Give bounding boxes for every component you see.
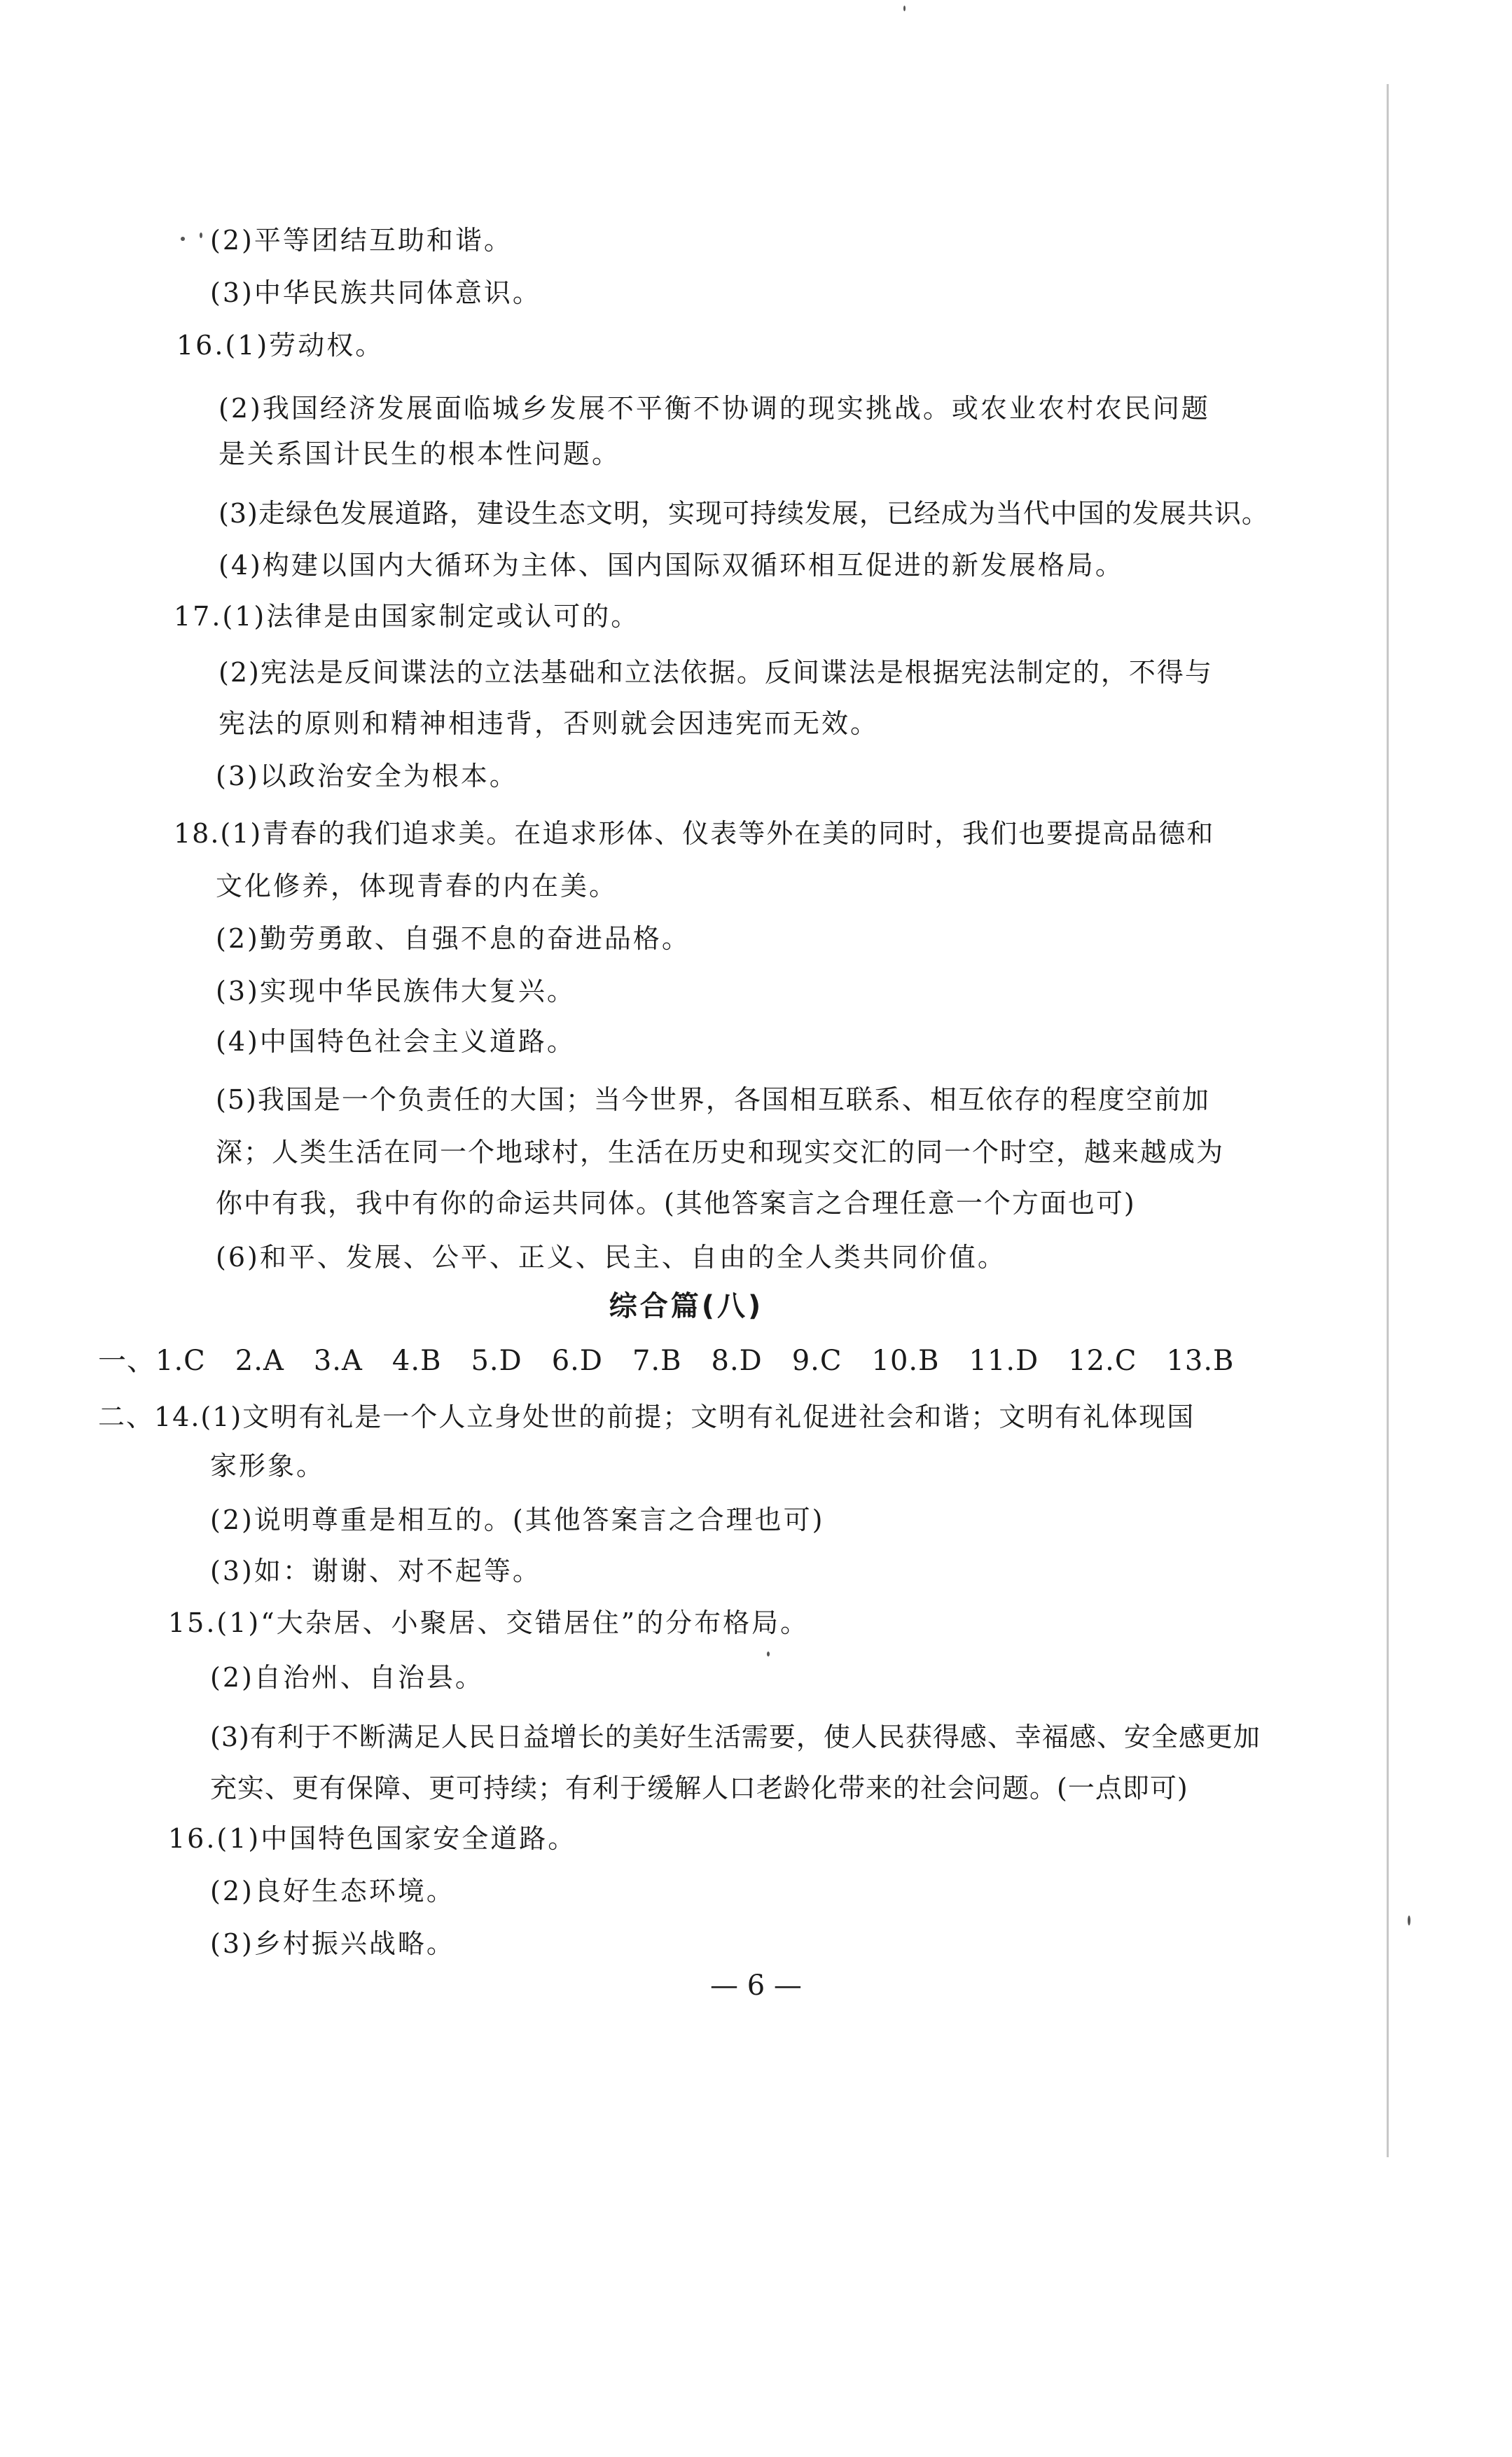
answer-line: 家形象。 <box>210 1451 326 1481</box>
scan-speck <box>181 237 185 241</box>
answer-line: (2)宪法是反间谍法的立法基础和立法依据。反间谍法是根据宪法制定的，不得与 <box>219 657 1213 688</box>
answer-line: (3)乡村振兴战略。 <box>210 1928 455 1959</box>
page-number: — 6 — <box>710 1970 802 2002</box>
answer-line: (2)说明尊重是相互的。(其他答案言之合理也可) <box>210 1504 825 1535</box>
section-title: 综合篇(八) <box>609 1290 764 1322</box>
answer-line: (2)勤劳勇敢、自强不息的奋进品格。 <box>216 923 691 954</box>
mcq-answer: 8.D <box>711 1345 763 1377</box>
answer-line: 17.(1)法律是由国家制定或认可的。 <box>174 601 640 632</box>
answer-line: 是关系国计民生的根本性问题。 <box>219 438 621 469</box>
scan-edge-line <box>1387 84 1389 2157</box>
mcq-answer: 1.C <box>155 1345 206 1377</box>
mcq-answer: 12.C <box>1068 1345 1137 1377</box>
answer-line: (2)自治州、自治县。 <box>210 1662 484 1693</box>
mcq-answer-row <box>98 1343 1263 1378</box>
answer-line: 18.(1)青春的我们追求美。在追求形体、仪表等外在美的同时，我们也要提高品德和 <box>174 818 1215 849</box>
scan-speck <box>1408 1916 1410 1925</box>
mcq-answer: 4.B <box>391 1345 442 1377</box>
mcq-answer: 3.A <box>313 1345 363 1377</box>
scan-speck <box>903 6 906 11</box>
answer-line: 15.(1)“大杂居、小聚居、交错居住”的分布格局。 <box>168 1607 810 1638</box>
answer-line: (2)平等团结互助和谐。 <box>210 225 513 256</box>
answer-line: (6)和平、发展、公平、正义、民主、自由的全人类共同价值。 <box>216 1242 1006 1273</box>
answer-line: (3)有利于不断满足人民日益增长的美好生活需要，使人民获得感、幸福感、安全感更加 <box>210 1722 1261 1752</box>
mcq-answer: 5.D <box>471 1345 522 1377</box>
answer-line: (2)我国经济发展面临城乡发展不平衡不协调的现实挑战。或农业农村农民问题 <box>219 393 1210 424</box>
answer-line: (3)实现中华民族伟大复兴。 <box>216 976 576 1006</box>
answer-line: (5)我国是一个负责任的大国；当今世界，各国相互联系、相互依存的程度空前加 <box>216 1084 1210 1115</box>
mcq-answer: 13.B <box>1166 1345 1235 1377</box>
mcq-answer: 7.B <box>632 1345 682 1377</box>
answer-line: 你中有我，我中有你的命运共同体。(其他答案言之合理任意一个方面也可) <box>216 1188 1136 1219</box>
answer-line: 16.(1)中国特色国家安全道路。 <box>168 1823 577 1854</box>
answer-line: (3)中华民族共同体意识。 <box>210 277 541 308</box>
scan-speck <box>200 233 202 238</box>
answer-line: (2)良好生态环境。 <box>210 1876 455 1906</box>
mcq-answer: 10.B <box>871 1345 940 1377</box>
scan-speck <box>767 1652 770 1656</box>
answer-line: 16.(1)劳动权。 <box>176 330 384 361</box>
mcq-prefix: 一、 <box>98 1345 155 1377</box>
mcq-answer: 6.D <box>551 1345 603 1377</box>
answer-line: 二、14.(1)文明有礼是一个人立身处世的前提；文明有礼促进社会和谐；文明有礼体现国 <box>98 1401 1195 1432</box>
mcq-answer: 11.D <box>969 1345 1039 1377</box>
answer-line: (4)构建以国内大循环为主体、国内国际双循环相互促进的新发展格局。 <box>219 550 1124 581</box>
mcq-answer: 9.C <box>791 1345 842 1377</box>
answer-line: 宪法的原则和精神相违背，否则就会因违宪而无效。 <box>219 708 880 739</box>
mcq-answer: 2.A <box>235 1345 284 1377</box>
answer-line: (3)以政治安全为根本。 <box>216 761 518 791</box>
answer-line: (4)中国特色社会主义道路。 <box>216 1026 576 1057</box>
answer-line: (3)如：谢谢、对不起等。 <box>210 1556 541 1586</box>
answer-line: (3)走绿色发展道路，建设生态文明，实现可持续发展，已经成为当代中国的发展共识。 <box>219 498 1269 529</box>
answer-line: 文化修养，体现青春的内在美。 <box>216 871 618 901</box>
answer-line: 深；人类生活在同一个地球村，生活在历史和现实交汇的同一个时空，越来越成为 <box>216 1137 1225 1168</box>
answer-line: 充实、更有保障、更可持续；有利于缓解人口老龄化带来的社会问题。(一点即可) <box>210 1773 1188 1804</box>
